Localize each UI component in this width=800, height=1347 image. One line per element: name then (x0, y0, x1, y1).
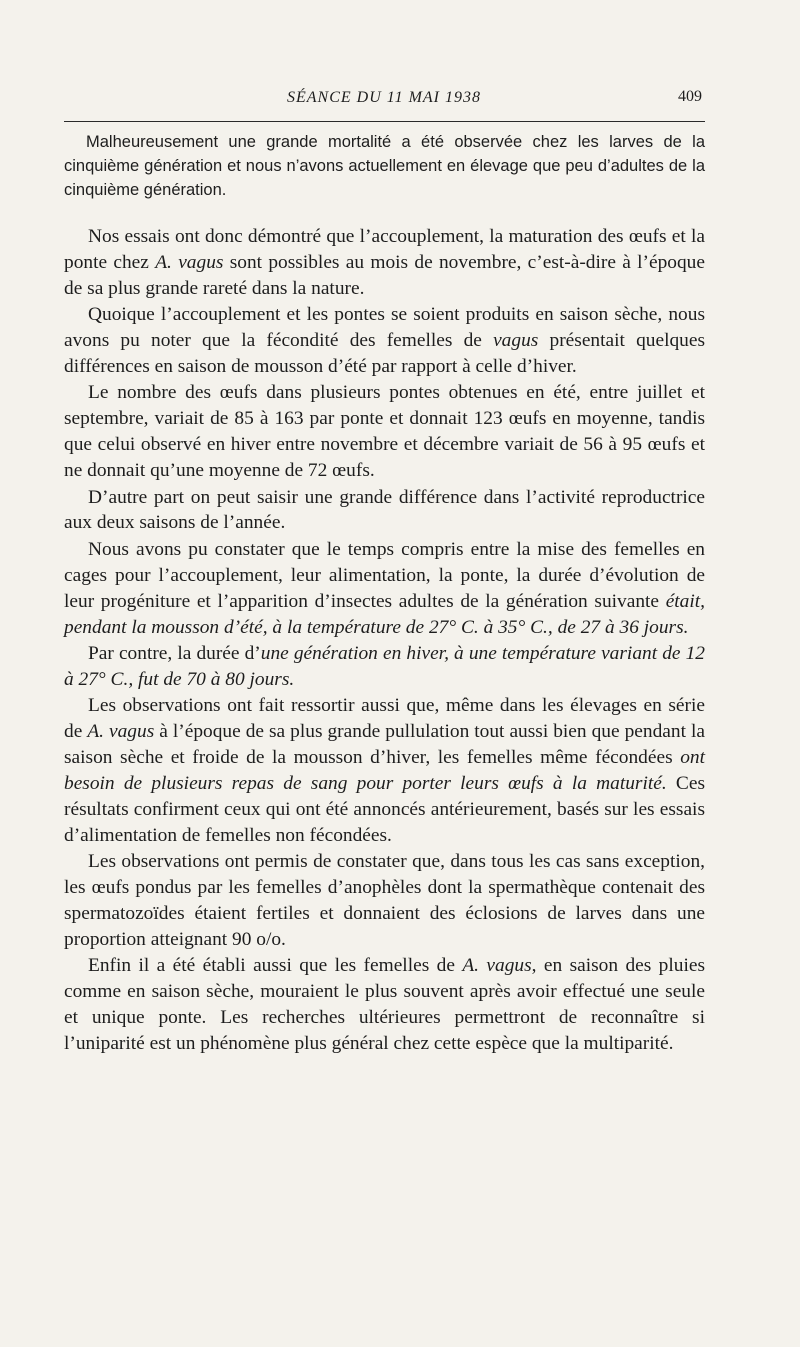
text-run: Les observations ont fait ressortir aussi que, même dans les élevages en série de (64, 695, 705, 743)
header-rule (64, 121, 705, 122)
italic-run: était, pendant la mousson d’été, à la température de 27° C. à 35° C., de 27 à 36 jours. (64, 590, 705, 638)
text-run: Malheureusement une grande mortalité a été observée chez les larves de la cinquième génération et nous n’avons actuellement en élevage que peu d’adultes de la cinquième génération. (64, 133, 705, 199)
italic-run: vagus (493, 330, 539, 352)
paragraph (64, 693, 705, 848)
paragraph (64, 380, 705, 484)
text-run: Ces résultats confirment ceux qui ont été annoncés antérieurement, basés sur les essais d’alimentation de femelles non fécondées. (64, 773, 706, 846)
paragraph (64, 485, 705, 537)
page-number: 409 (678, 88, 702, 105)
text-run: D’autre part on peut saisir une grande différence dans l’activité reproductrice aux deux saisons de l’année. (64, 486, 705, 534)
text-run: sont possibles au mois de novembre, c’est-à-dire à l’époque de sa plus grande rareté dans la nature. (64, 251, 705, 299)
text-run: Les observations ont permis de constater que, dans tous les cas sans exception, les œufs pondus par les femelles d’anophèles dont la spermathèque contenait des spermatozoïdes étaient fertiles et donnaient des éclosions de larves dans une proportion atteignant 90 o/o. (64, 851, 705, 950)
text-run: Nos essais ont donc démontré que l’accouplement, la maturation des œufs et la ponte chez (64, 226, 705, 273)
paragraph (64, 537, 705, 641)
text-run: Par contre, la durée d’ (88, 643, 261, 664)
text-block-intro (64, 130, 705, 202)
paragraph (64, 849, 705, 953)
page-header (64, 86, 704, 116)
text-block-body (64, 224, 705, 1057)
text-run: Le nombre des œufs dans plusieurs pontes obtenues en été, entre juillet et septembre, variait de 85 à 163 par ponte et donnait 123 œufs en moyenne, tandis que celui observé en hiver entre novembre et décembre variait de 56 à 95 œufs et ne donnait qu’une moyenne de 72 œufs. (64, 382, 705, 482)
italic-run: ont besoin de plusieurs repas de sang pour porter leurs œufs à la maturité. (64, 747, 705, 795)
running-title: SÉANCE DU 11 MAI 1938 (286, 89, 481, 106)
paragraph (64, 641, 705, 693)
paragraph (64, 302, 705, 380)
italic-run: A. vagus (462, 955, 532, 977)
paragraph (64, 224, 705, 302)
text-run: à l’époque de sa plus grande pullulation tout aussi bien que pendant la saison sèche et froide de la mousson d’hiver, les femelles même fécondées (64, 721, 705, 769)
text-run: Enfin il a été établi aussi que les femelles de (88, 955, 463, 977)
italic-run: une génération en hiver, à une température variant de 12 à 27° C., fut de 70 à 80 jours. (64, 643, 705, 690)
text-run: Quoique l’accouplement et les pontes se soient produits en saison sèche, nous avons pu noter que la fécondité des femelles de (64, 304, 705, 352)
paragraph (64, 130, 705, 202)
paragraph (64, 953, 705, 1057)
italic-run: A. vagus (87, 721, 155, 743)
text-run: , en saison des pluies comme en saison sèche, mouraient le plus souvent après avoir effectué une seule et unique ponte. Les recherches ultérieures permettront de reconnaître si l’uniparité est un phénomène plus général chez cette espèce que la multiparité. (64, 955, 706, 1055)
text-run: Nous avons pu constater que le temps compris entre la mise des femelles en cages pour l’accouplement, leur alimentation, la ponte, la durée d’évolution de leur progéniture et l’apparition d’insectes adultes de la génération suivante (64, 538, 705, 612)
italic-run: A. vagus (155, 251, 224, 273)
text-run: présentait quelques différences en saison de mousson d’été par rapport à celle d’hiver. (64, 330, 705, 378)
